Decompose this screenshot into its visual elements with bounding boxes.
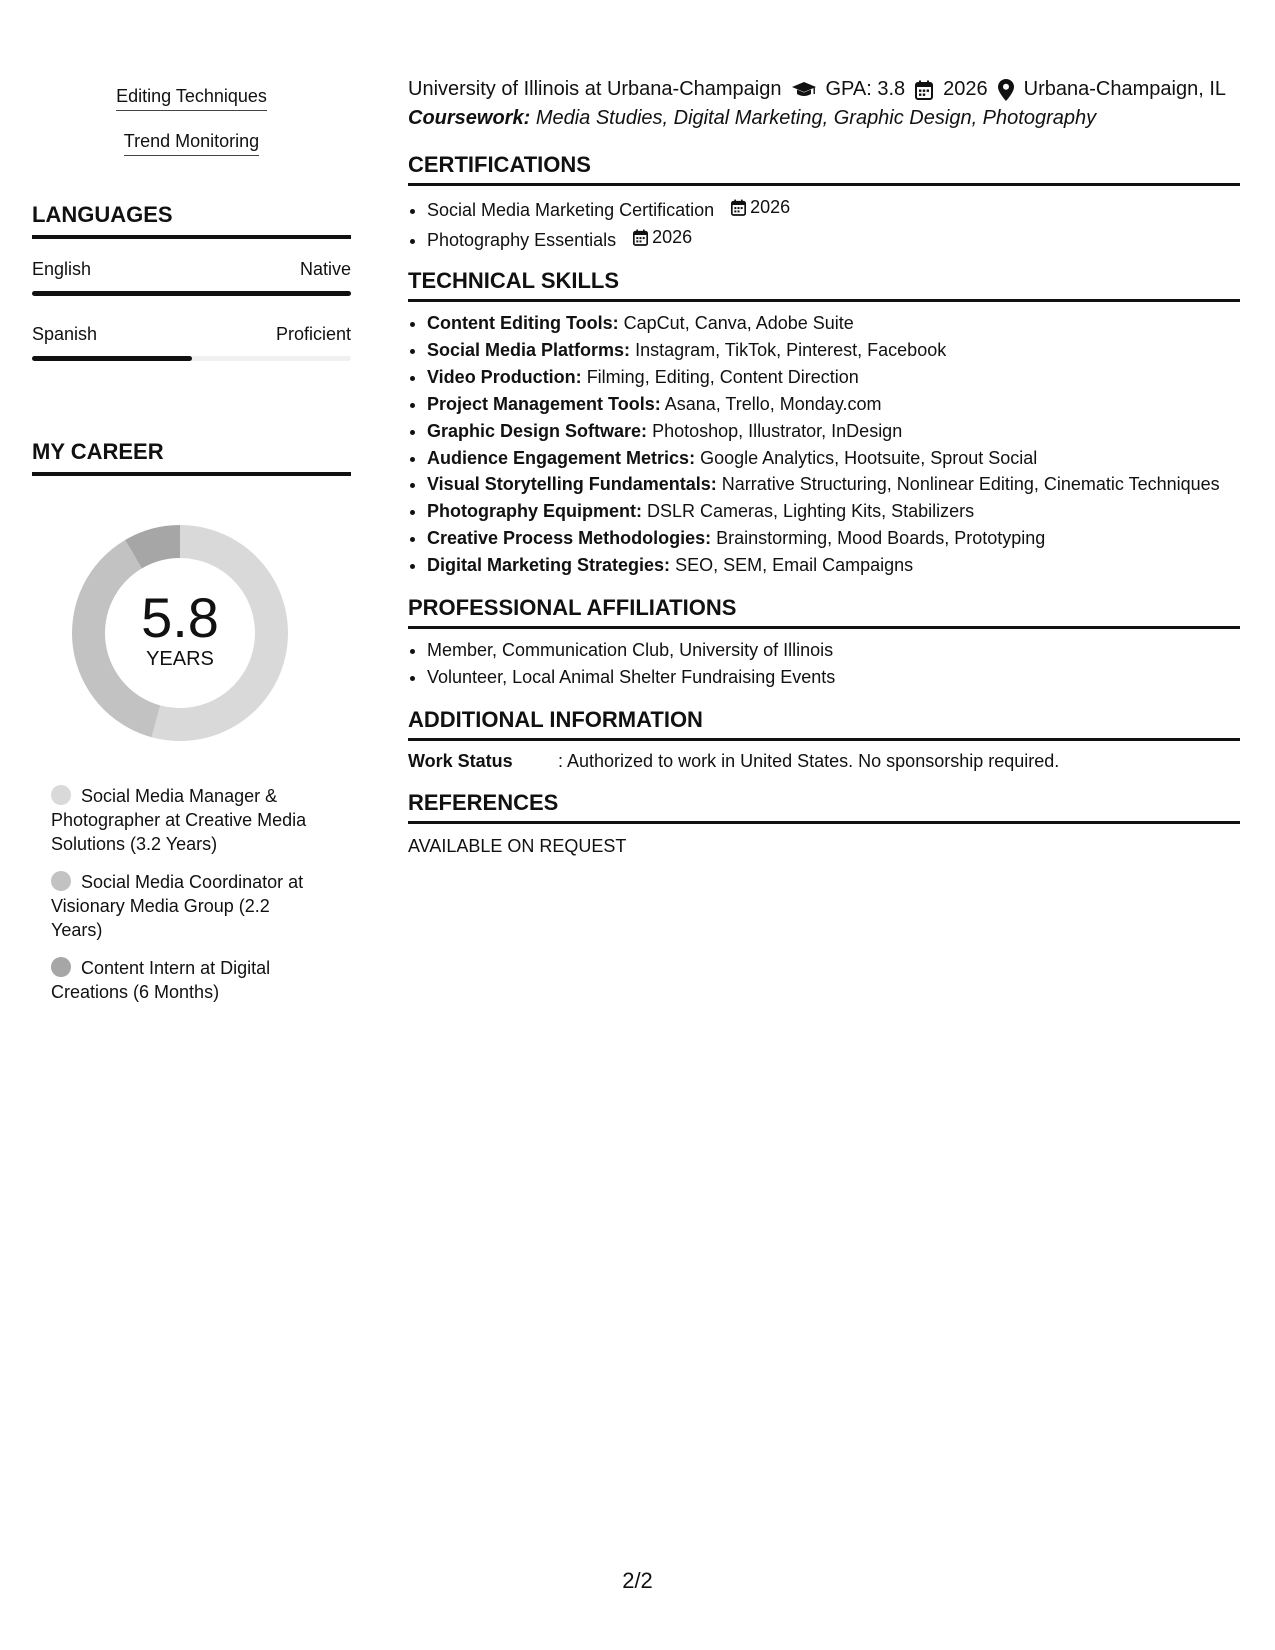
skill-item bbox=[427, 498, 1240, 525]
references-heading: REFERENCES bbox=[408, 790, 1240, 824]
career-heading: MY CAREER bbox=[32, 439, 351, 476]
references-section bbox=[408, 790, 1240, 857]
skill-label: Project Management Tools: bbox=[427, 393, 661, 414]
calendar-icon bbox=[633, 229, 648, 246]
career-legend-item bbox=[51, 870, 321, 942]
skill-tag: Trend Monitoring bbox=[124, 131, 259, 156]
school-name: University of Illinois at Urbana-Champaign bbox=[408, 78, 782, 100]
language-row bbox=[32, 259, 351, 280]
right-column bbox=[408, 78, 1240, 857]
skill-label: Digital Marketing Strategies: bbox=[427, 555, 671, 576]
skill-value: Asana, Trello, Monday.com bbox=[664, 393, 882, 414]
career-section bbox=[32, 439, 351, 1004]
coursework-list: Media Studies, Digital Marketing, Graphic Design, Photography bbox=[535, 107, 1097, 129]
certifications-list bbox=[408, 194, 1240, 254]
skill-item bbox=[427, 364, 1240, 391]
skill-value: CapCut, Canva, Adobe Suite bbox=[623, 313, 854, 333]
language-level: Proficient bbox=[275, 324, 351, 344]
coursework-line bbox=[408, 107, 1240, 130]
skill-item bbox=[427, 337, 1240, 364]
career-legend-label: Social Media Manager & Photographer at Creative Media Solutions (3.2 Years) bbox=[51, 786, 307, 854]
career-legend-item bbox=[51, 956, 321, 1004]
languages-section bbox=[32, 202, 351, 361]
certification-item bbox=[427, 194, 1240, 224]
affiliation-item: • Member, Communication Club, University of Illinois bbox=[427, 637, 1240, 664]
additional-info-heading: ADDITIONAL INFORMATION bbox=[408, 707, 1240, 741]
school-location: Urbana-Champaign, IL bbox=[1023, 78, 1227, 100]
technical-skills-section bbox=[408, 268, 1240, 579]
skill-item bbox=[427, 552, 1240, 579]
skill-value: Brainstorming, Mood Boards, Prototyping bbox=[716, 528, 1046, 549]
certification-date bbox=[731, 194, 790, 221]
affiliations-list bbox=[408, 637, 1240, 691]
languages-heading: LANGUAGES bbox=[32, 202, 351, 239]
affiliation-item: • Volunteer, Local Animal Shelter Fundraising Events bbox=[427, 664, 1240, 691]
legend-dot bbox=[51, 871, 71, 891]
language-bar bbox=[32, 291, 351, 296]
certifications-heading: CERTIFICATIONS bbox=[408, 152, 1240, 186]
language-bar bbox=[32, 356, 351, 361]
career-donut-chart bbox=[65, 518, 295, 748]
legend-dot bbox=[51, 957, 71, 977]
skill-value: DSLR Cameras, Lighting Kits, Stabilizers bbox=[647, 501, 975, 522]
skill-label: Video Production: bbox=[427, 366, 582, 387]
language-name: English bbox=[32, 259, 92, 279]
skill-value: Instagram, TikTok, Pinterest, Facebook bbox=[635, 339, 947, 360]
certifications-section bbox=[408, 152, 1240, 254]
language-bar-fill bbox=[32, 291, 351, 296]
career-legend-item bbox=[51, 784, 321, 856]
skill-tag: Editing Techniques bbox=[116, 86, 267, 111]
gpa: GPA: 3.8 bbox=[825, 78, 906, 100]
certification-date bbox=[633, 224, 692, 251]
donut-center bbox=[65, 518, 295, 748]
skill-label: Audience Engagement Metrics: bbox=[427, 447, 696, 468]
certification-name: Social Media Marketing Certification bbox=[427, 200, 715, 220]
legend-dot bbox=[51, 785, 71, 805]
skill-value: Filming, Editing, Content Direction bbox=[586, 366, 859, 387]
skill-label: Content Editing Tools: bbox=[427, 313, 619, 333]
skill-label: Social Media Platforms: bbox=[427, 339, 631, 360]
skill-value: Photoshop, Illustrator, InDesign bbox=[652, 420, 903, 441]
work-status-label: Work Status bbox=[408, 751, 513, 772]
language-level: Native bbox=[299, 259, 351, 279]
skill-item bbox=[427, 418, 1240, 445]
education-line bbox=[408, 78, 1240, 101]
skill-value: Narrative Structuring, Nonlinear Editing, Cinematic Techniques bbox=[721, 474, 1220, 495]
career-legend-label: Social Media Coordinator at Visionary Media Group (2.2 Years) bbox=[51, 872, 304, 940]
technical-skills-heading: TECHNICAL SKILLS bbox=[408, 268, 1240, 302]
skill-item bbox=[427, 445, 1240, 472]
coursework-label: Coursework: bbox=[408, 107, 531, 129]
skill-label: Visual Storytelling Fundamentals: bbox=[427, 474, 717, 495]
affiliations-section bbox=[408, 595, 1240, 691]
graduation-year: 2026 bbox=[943, 78, 988, 100]
references-text: AVAILABLE ON REQUEST bbox=[408, 836, 627, 857]
skill-tags bbox=[32, 86, 351, 176]
additional-info-section bbox=[408, 707, 1240, 772]
page-number: 2/2 bbox=[622, 1568, 653, 1593]
calendar-icon bbox=[915, 80, 933, 100]
skill-item bbox=[427, 310, 1240, 337]
map-pin-icon bbox=[998, 79, 1014, 101]
certification-item bbox=[427, 224, 1240, 254]
skill-label: Graphic Design Software: bbox=[427, 420, 648, 441]
career-legend bbox=[51, 784, 321, 1004]
skill-item bbox=[427, 525, 1240, 552]
career-legend-label: Content Intern at Digital Creations (6 Months) bbox=[51, 958, 271, 1002]
calendar-icon bbox=[731, 199, 746, 216]
skill-item bbox=[427, 471, 1240, 498]
skill-value: Google Analytics, Hootsuite, Sprout Social bbox=[700, 447, 1038, 468]
affiliations-heading: PROFESSIONAL AFFILIATIONS bbox=[408, 595, 1240, 629]
work-status-value: : Authorized to work in United States. No sponsorship required. bbox=[558, 751, 1060, 772]
left-column bbox=[32, 86, 351, 1018]
career-total-unit: YEARS bbox=[146, 647, 214, 670]
skill-value: SEO, SEM, Email Campaigns bbox=[675, 555, 914, 576]
certification-name: Photography Essentials bbox=[427, 230, 617, 250]
technical-skills-list bbox=[408, 310, 1240, 579]
skill-label: Creative Process Methodologies: bbox=[427, 528, 712, 549]
work-status-row bbox=[408, 751, 1240, 772]
graduation-cap-icon bbox=[792, 81, 816, 99]
skill-label: Photography Equipment: bbox=[427, 501, 642, 522]
skill-item bbox=[427, 391, 1240, 418]
language-bar-fill bbox=[32, 356, 192, 361]
language-row bbox=[32, 324, 351, 345]
certification-year: 2026 bbox=[652, 227, 693, 247]
career-total-value: 5.8 bbox=[141, 585, 219, 649]
certification-year: 2026 bbox=[750, 197, 791, 217]
language-name: Spanish bbox=[32, 324, 98, 344]
